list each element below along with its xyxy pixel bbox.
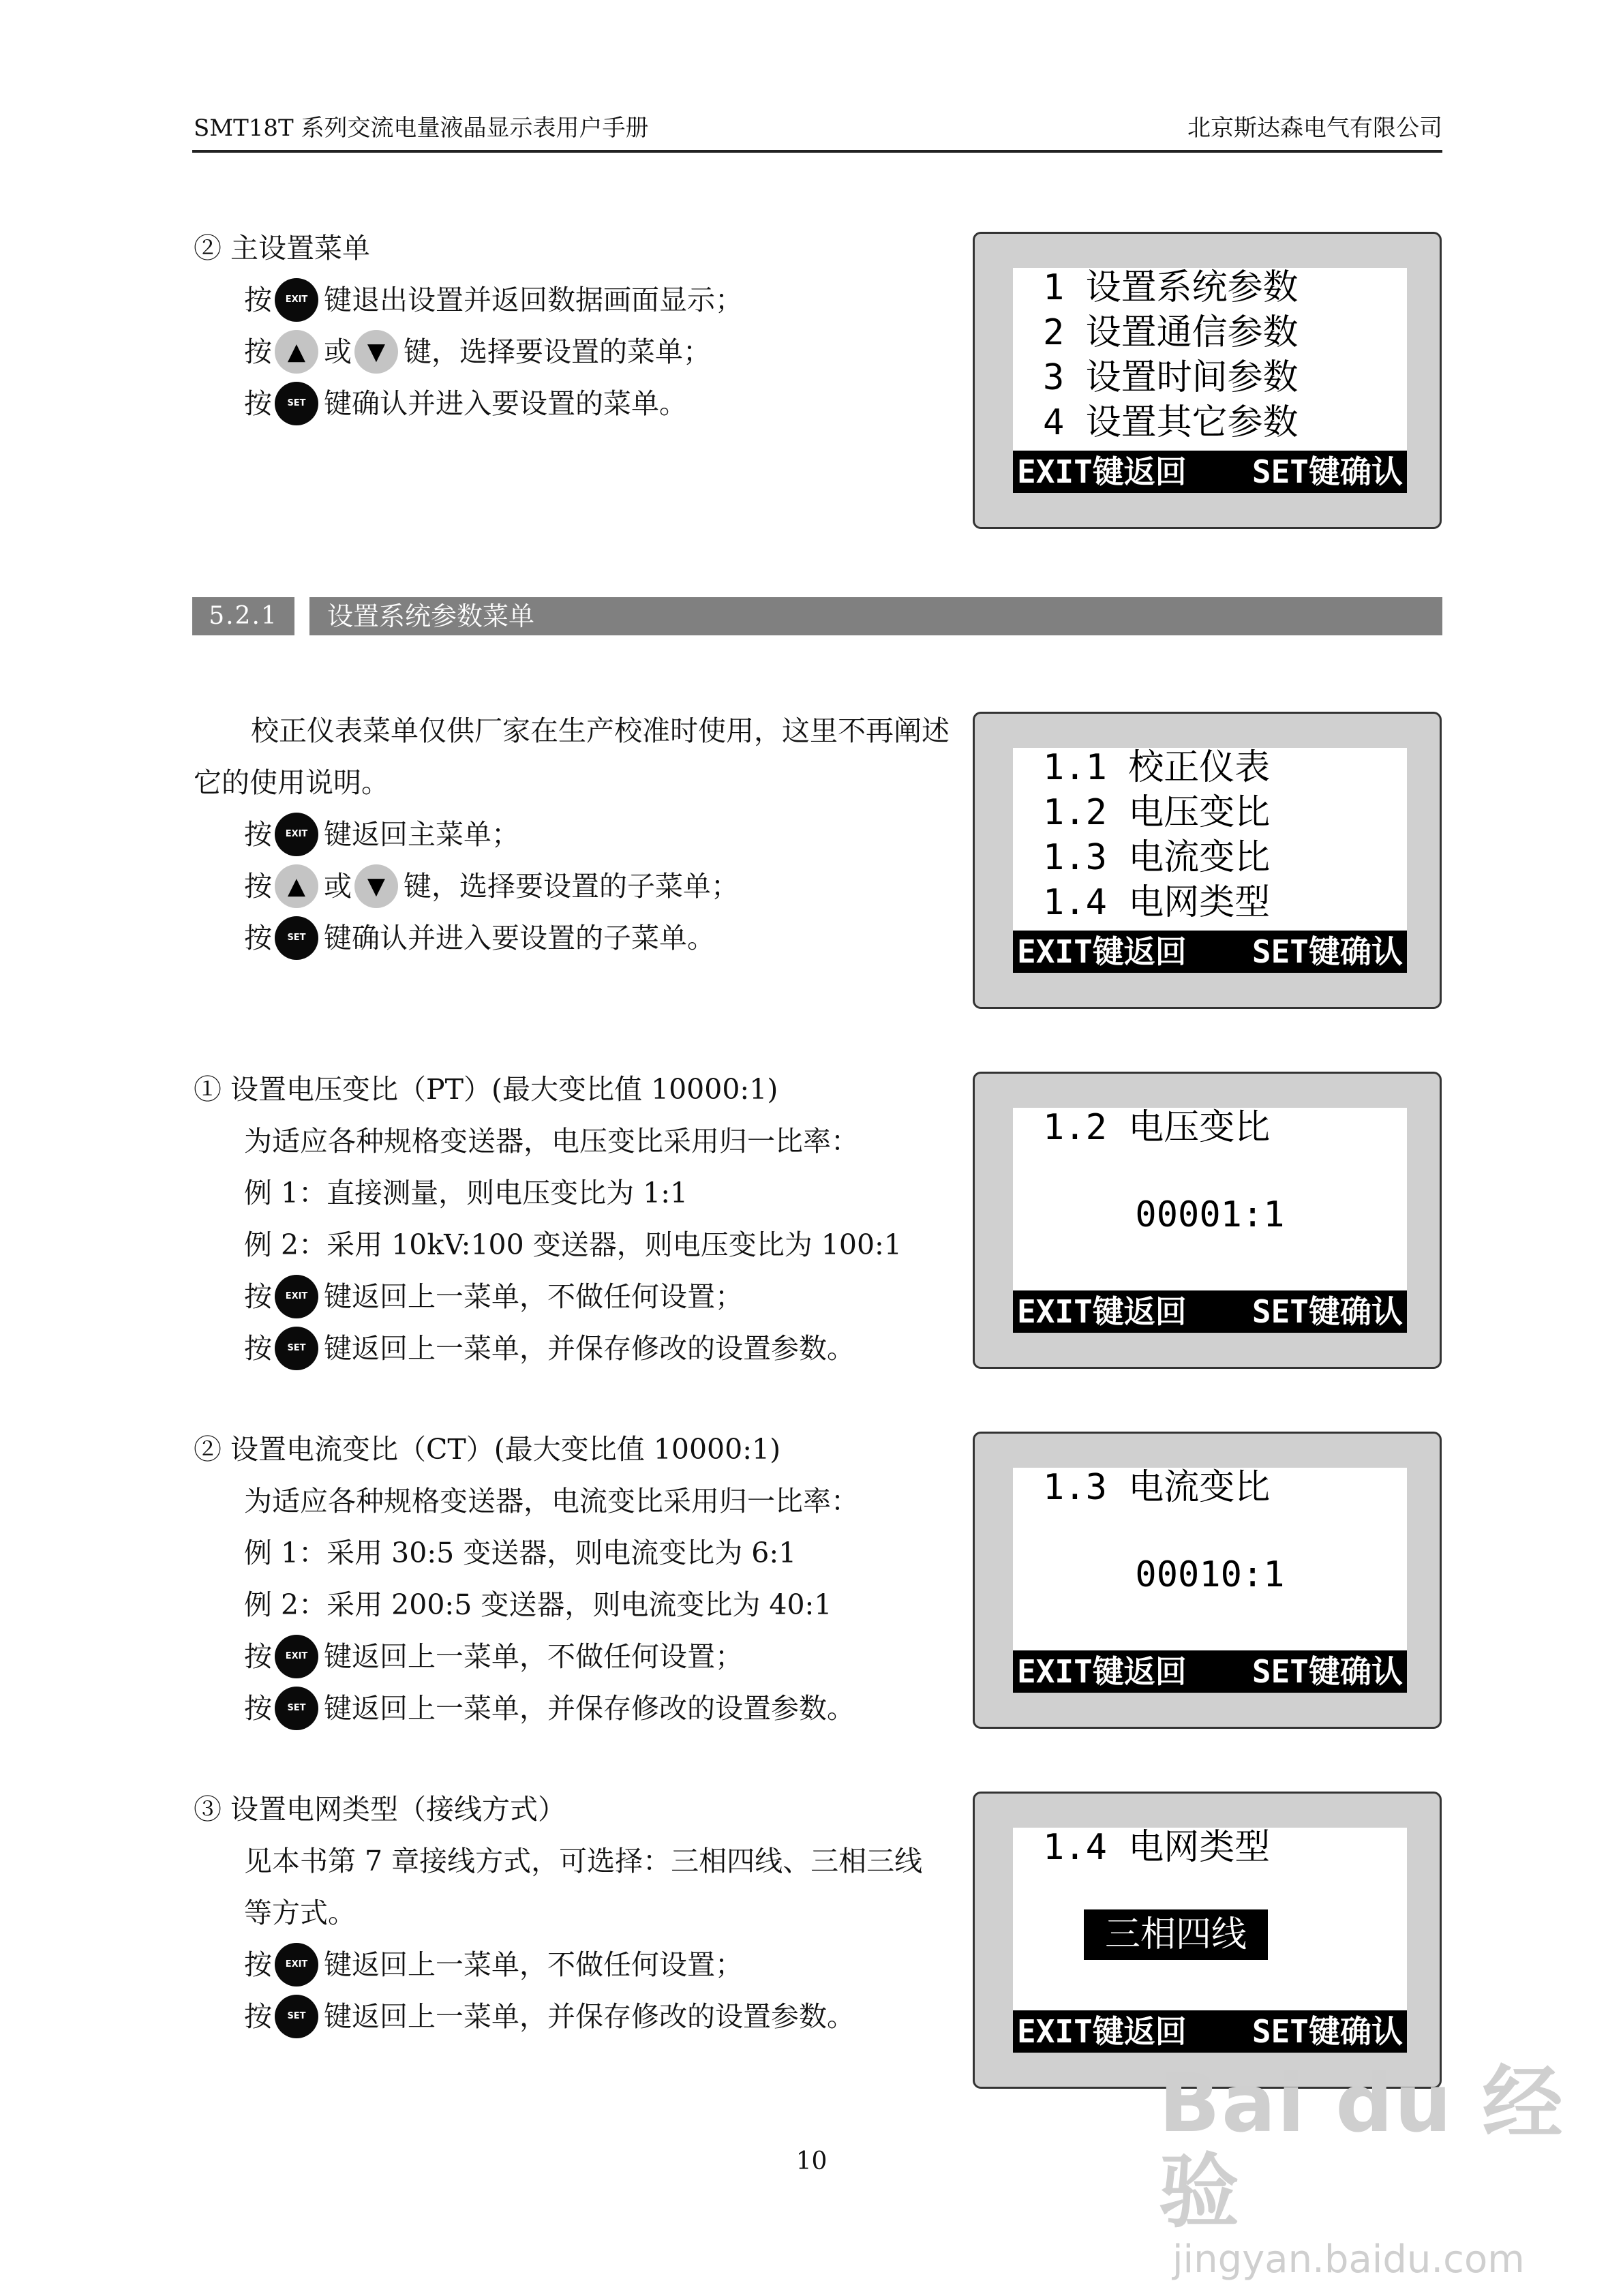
lcd-title: 1.4 电网类型 <box>1043 1827 1271 1868</box>
pt-exit-text: 键返回上一菜单，不做任何设置； <box>324 1280 743 1313</box>
lcd-screen <box>1013 748 1407 973</box>
pt-exit-line <box>194 1271 902 1323</box>
baidu-watermark <box>1159 2056 1623 2284</box>
ct-set-text: 键返回上一菜单，并保存修改的设置参数。 <box>324 1692 855 1725</box>
lcd-grid-type-value: 三相四线 <box>1084 1909 1268 1960</box>
lcd-menu-item-2: 2 设置通信参数 <box>1043 312 1299 353</box>
header-company-name: 北京斯达森电气有限公司 <box>1187 115 1442 142</box>
pt-example-2: 例 2：采用 10kV:100 变送器，则电压变比为 100:1 <box>244 1228 902 1261</box>
or-label: 或 <box>324 335 352 368</box>
sys-menu-set-line <box>194 912 739 964</box>
lcd-footer-exit: EXIT键返回 <box>1017 453 1187 490</box>
watermark-url: jingyan.baidu.com <box>1172 2237 1525 2282</box>
sys-menu-intro: 校正仪表菜单仅供厂家在生产校准时使用，这里不再阐述它的使用说明。 <box>194 714 950 799</box>
sys-menu-set-text: 键确认并进入要设置的子菜单。 <box>324 922 715 954</box>
up-arrow-key-icon: ▲ <box>275 330 318 374</box>
ct-desc: 为适应各种规格变送器，电流变比采用归一比率： <box>244 1485 859 1517</box>
ct-example-2: 例 2：采用 200:5 变送器，则电流变比为 40:1 <box>244 1588 832 1621</box>
press-label: 按 <box>244 870 272 903</box>
lcd-menu-item-1: 1 设置系统参数 <box>1043 267 1299 308</box>
pt-heading: ① 设置电压变比（PT）(最大变比值 10000:1) <box>194 1073 778 1106</box>
lcd-footer-exit: EXIT键返回 <box>1017 2013 1187 2050</box>
lcd-screen <box>1013 1828 1407 2053</box>
up-arrow-key-icon: ▲ <box>275 864 318 908</box>
lcd-footer <box>1013 931 1407 973</box>
lcd-voltage-ratio-value: 00001:1 <box>1135 1194 1285 1235</box>
press-label: 按 <box>244 387 272 420</box>
lcd-submenu-item-1: 1.1 校正仪表 <box>1043 747 1271 788</box>
main-menu-exit-line <box>194 274 743 326</box>
set-key-icon: SET <box>275 1995 318 2038</box>
press-label: 按 <box>244 1332 272 1365</box>
pt-set-line <box>194 1323 902 1374</box>
down-arrow-key-icon: ▼ <box>354 864 398 908</box>
lcd-footer <box>1013 1650 1407 1693</box>
lcd-submenu-item-2: 1.2 电压变比 <box>1043 792 1271 833</box>
ct-exit-text: 键返回上一菜单，不做任何设置； <box>324 1640 743 1673</box>
exit-key-icon: EXIT <box>275 813 318 856</box>
lcd-footer <box>1013 2010 1407 2053</box>
press-label: 按 <box>244 2000 272 2033</box>
lcd-footer-set: SET键确认 <box>1252 1653 1403 1690</box>
down-arrow-key-icon: ▼ <box>354 330 398 374</box>
sys-menu-arrow-text: 键，选择要设置的子菜单； <box>404 870 739 903</box>
lcd-current-ratio <box>973 1432 1442 1729</box>
lcd-grid-type <box>973 1792 1442 2089</box>
lcd-title: 1.3 电流变比 <box>1043 1467 1271 1508</box>
grid-set-text: 键返回上一菜单，并保存修改的设置参数。 <box>324 2000 855 2033</box>
lcd-footer-exit: EXIT键返回 <box>1017 1653 1187 1690</box>
exit-key-icon: EXIT <box>275 278 318 322</box>
exit-key-icon: EXIT <box>275 1635 318 1678</box>
section-number: 5.2.1 <box>192 597 294 635</box>
grid-heading: ③ 设置电网类型（接线方式） <box>194 1793 566 1826</box>
lcd-voltage-ratio <box>973 1072 1442 1369</box>
ct-heading: ② 设置电流变比（CT）(最大变比值 10000:1) <box>194 1433 781 1466</box>
lcd-title: 1.2 电压变比 <box>1043 1107 1271 1148</box>
lcd-menu-item-4: 4 设置其它参数 <box>1043 402 1299 443</box>
set-key-icon: SET <box>275 916 318 960</box>
lcd-footer-set: SET键确认 <box>1252 2013 1403 2050</box>
lcd-footer <box>1013 1290 1407 1333</box>
set-key-icon: SET <box>275 1327 318 1370</box>
lcd-system-menu <box>973 712 1442 1009</box>
watermark-logo: Bai du 经验 <box>1159 2056 1564 2239</box>
sys-menu-keys-block <box>194 809 739 964</box>
main-menu-heading: ② 主设置菜单 <box>194 232 371 265</box>
ct-exit-line <box>194 1631 859 1682</box>
ct-example-1: 例 1：采用 30:5 变送器，则电流变比为 6:1 <box>244 1537 797 1569</box>
lcd-submenu-item-4: 1.4 电网类型 <box>1043 882 1271 923</box>
page-number: 10 <box>795 2147 828 2175</box>
grid-block <box>194 1783 922 2042</box>
press-label: 按 <box>244 1280 272 1313</box>
press-label: 按 <box>244 818 272 851</box>
press-label: 按 <box>244 1640 272 1673</box>
sys-menu-exit-line <box>194 809 739 860</box>
lcd-main-menu <box>973 232 1442 529</box>
main-menu-exit-text: 键退出设置并返回数据画面显示； <box>324 284 743 316</box>
sys-menu-exit-text: 键返回主菜单； <box>324 818 519 851</box>
lcd-submenu-item-3: 1.3 电流变比 <box>1043 837 1271 878</box>
lcd-menu-item-3: 3 设置时间参数 <box>1043 357 1299 398</box>
press-label: 按 <box>244 1948 272 1981</box>
ct-block <box>194 1423 859 1734</box>
lcd-footer <box>1013 451 1407 493</box>
lcd-current-ratio-value: 00010:1 <box>1135 1554 1285 1595</box>
grid-desc-2: 等方式。 <box>244 1897 356 1929</box>
lcd-footer-exit: EXIT键返回 <box>1017 933 1187 970</box>
grid-exit-text: 键返回上一菜单，不做任何设置； <box>324 1948 743 1981</box>
lcd-footer-exit: EXIT键返回 <box>1017 1293 1187 1330</box>
ct-set-line <box>194 1682 859 1734</box>
pt-block <box>194 1063 902 1374</box>
grid-exit-line <box>194 1939 922 1991</box>
exit-key-icon: EXIT <box>275 1943 318 1987</box>
main-menu-arrow-line <box>194 326 743 378</box>
pt-set-text: 键返回上一菜单，并保存修改的设置参数。 <box>324 1332 855 1365</box>
pt-example-1: 例 1：直接测量，则电压变比为 1:1 <box>244 1177 688 1209</box>
press-label: 按 <box>244 922 272 954</box>
lcd-footer-set: SET键确认 <box>1252 933 1403 970</box>
lcd-screen <box>1013 1468 1407 1693</box>
lcd-screen <box>1013 1108 1407 1333</box>
main-menu-arrow-text: 键，选择要设置的菜单； <box>404 335 711 368</box>
pt-desc: 为适应各种规格变送器，电压变比采用归一比率： <box>244 1125 859 1158</box>
lcd-footer-set: SET键确认 <box>1252 1293 1403 1330</box>
press-label: 按 <box>244 335 272 368</box>
or-label: 或 <box>324 870 352 903</box>
lcd-screen <box>1013 268 1407 493</box>
sys-menu-arrow-line <box>194 860 739 912</box>
grid-desc-1: 见本书第 7 章接线方式，可选择：三相四线、三相三线 <box>244 1845 923 1877</box>
header-manual-title: SMT18T 系列交流电量液晶显示表用户手册 <box>194 115 649 142</box>
main-menu-set-line <box>194 378 743 429</box>
set-key-icon: SET <box>275 382 318 425</box>
exit-key-icon: EXIT <box>275 1275 318 1318</box>
lcd-footer-set: SET键确认 <box>1252 453 1403 490</box>
press-label: 按 <box>244 284 272 316</box>
section-title: 设置系统参数菜单 <box>309 597 1442 635</box>
main-menu-block <box>194 222 743 429</box>
set-key-icon: SET <box>275 1687 318 1730</box>
main-menu-set-text: 键确认并进入要设置的菜单。 <box>324 387 687 420</box>
header-rule <box>192 150 1442 153</box>
press-label: 按 <box>244 1692 272 1725</box>
grid-set-line <box>194 1991 922 2042</box>
